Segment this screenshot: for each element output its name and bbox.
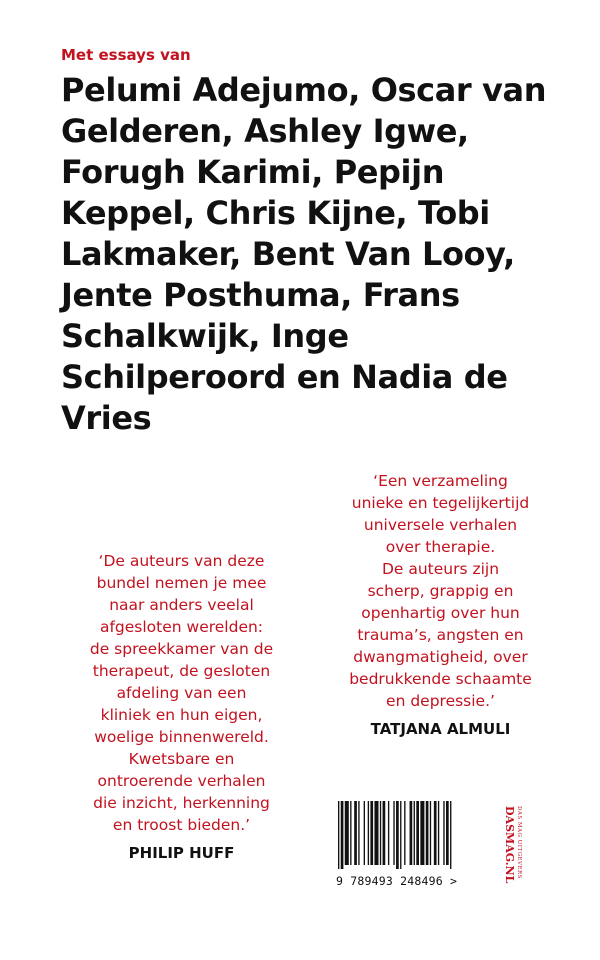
quote-text: ‘Een verzameling unieke en tegelijkertijd universele verhalen over therapie. De auteurs zijn scherp, grappig en openhartig over hun trauma’s, angsten en dwangmatigheid, over bedrukkende schaamte en depressie.’	[349, 472, 532, 710]
barcode-bar	[446, 801, 449, 865]
barcode-bar	[443, 801, 444, 865]
barcode-bar	[450, 801, 451, 869]
publisher-name: DAS MAG UITGEVERS	[516, 806, 522, 879]
essays-intro: Met essays van	[61, 46, 191, 64]
isbn-barcode	[336, 801, 504, 888]
barcode-bar	[380, 801, 381, 865]
barcode-bar	[430, 801, 431, 865]
publisher-website: DASMAG.NL	[503, 806, 516, 884]
quote-philip-huff	[64, 550, 299, 862]
barcode-bar	[341, 801, 344, 869]
barcode-bar	[388, 801, 389, 865]
barcode-bar	[374, 801, 378, 865]
barcode-bar	[364, 801, 365, 865]
barcode-bar	[345, 801, 349, 865]
barcode-bars	[336, 801, 496, 869]
barcode-bar	[400, 801, 401, 869]
barcode-bar	[383, 801, 386, 865]
quote-tatjana-almuli	[318, 470, 563, 738]
barcode-bar	[404, 801, 405, 865]
quote-text: ‘De auteurs van deze bundel nemen je mee naar anders veelal afgesloten werelden: de spreekkamer van de therapeut, de gesloten afdeling van een kliniek en hun eigen, woelige binnenwereld. Kwetsbare en ontroerende verhalen die inzicht, herkenning en troost bieden.’	[89, 552, 274, 834]
barcode-bar	[354, 801, 357, 865]
barcode-bar	[393, 801, 394, 865]
barcode-bar	[370, 801, 373, 865]
barcode-bar	[426, 801, 429, 865]
barcode-bar	[434, 801, 437, 865]
barcode-bar	[410, 801, 413, 865]
barcode-bar	[350, 801, 351, 865]
quote-author: PHILIP HUFF	[128, 844, 235, 862]
barcode-bar	[368, 801, 369, 865]
barcode-bar	[414, 801, 415, 865]
barcode-bar	[358, 801, 359, 865]
quote-author: TATJANA ALMULI	[370, 720, 511, 738]
barcode-bar	[420, 801, 424, 865]
isbn-number: 9 789493 248496 >	[336, 874, 458, 888]
author-list: Pelumi Adejumo, Oscar van Gelderen, Ashley Igwe, Forugh Karimi, Pepijn Keppel, Chris Kijne, Tobi Lakmaker, Bent Van Looy, Jente Posthuma, Frans Schalkwijk, Inge Schilperoord en Nadia de Vries	[61, 71, 547, 437]
barcode-bar	[438, 801, 439, 865]
barcode-bar	[338, 801, 339, 869]
barcode-bar	[416, 801, 419, 865]
publisher-imprint	[497, 806, 523, 906]
barcode-bar	[396, 801, 399, 869]
